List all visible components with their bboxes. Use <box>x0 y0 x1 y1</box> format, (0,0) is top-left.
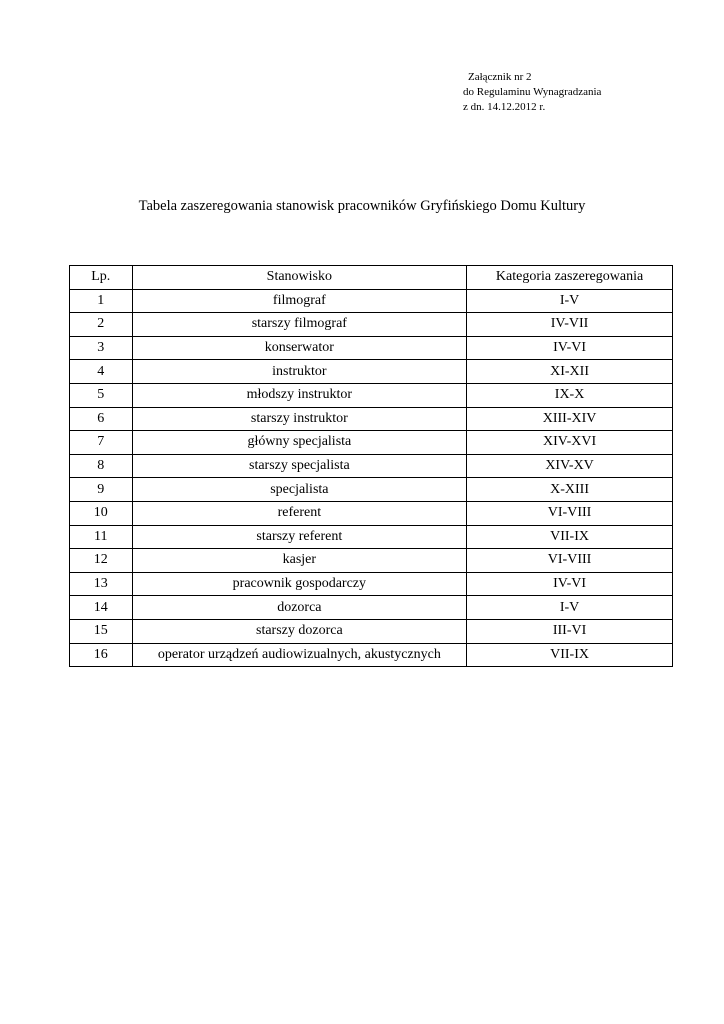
cell-lp: 13 <box>70 572 133 596</box>
cell-category: I-V <box>467 596 673 620</box>
cell-category: VII-IX <box>467 525 673 549</box>
cell-category: VI-VIII <box>467 501 673 525</box>
attachment-date: z dn. 14.12.2012 r. <box>463 101 546 113</box>
cell-lp: 8 <box>70 454 133 478</box>
table-row <box>70 289 673 313</box>
cell-lp: 5 <box>70 383 133 407</box>
cell-position: dozorca <box>132 596 467 620</box>
table-row <box>70 336 673 360</box>
header-position: Stanowisko <box>132 266 467 290</box>
table-row <box>70 313 673 337</box>
cell-category: IX-X <box>467 383 673 407</box>
cell-category: VI-VIII <box>467 549 673 573</box>
attachment-number: Załącznik nr 2 <box>468 71 532 83</box>
cell-category: XIV-XV <box>467 454 673 478</box>
cell-lp: 11 <box>70 525 133 549</box>
cell-lp: 3 <box>70 336 133 360</box>
cell-position: starszy specjalista <box>132 454 467 478</box>
table-row <box>70 572 673 596</box>
cell-lp: 12 <box>70 549 133 573</box>
cell-lp: 9 <box>70 478 133 502</box>
document-title: Tabela zaszeregowania stanowisk pracowników Gryfińskiego Domu Kultury <box>138 198 586 214</box>
cell-lp: 15 <box>70 619 133 643</box>
cell-category: IV-VI <box>467 336 673 360</box>
table-row <box>70 501 673 525</box>
table-row <box>70 643 673 667</box>
cell-lp: 7 <box>70 431 133 455</box>
cell-category: XIII-XIV <box>467 407 673 431</box>
cell-position: pracownik gospodarczy <box>132 572 467 596</box>
table-row <box>70 431 673 455</box>
table-row <box>70 619 673 643</box>
cell-category: IV-VII <box>467 313 673 337</box>
cell-position: konserwator <box>132 336 467 360</box>
cell-position: referent <box>132 501 467 525</box>
cell-position: kasjer <box>132 549 467 573</box>
table-row <box>70 454 673 478</box>
table-row <box>70 549 673 573</box>
table-row <box>70 596 673 620</box>
cell-lp: 10 <box>70 501 133 525</box>
cell-category: X-XIII <box>467 478 673 502</box>
cell-position: instruktor <box>132 360 467 384</box>
attachment-regulation: do Regulaminu Wynagradzania <box>463 86 602 98</box>
attachment-note <box>463 70 601 115</box>
cell-category: IV-VI <box>467 572 673 596</box>
cell-position: starszy referent <box>132 525 467 549</box>
cell-category: VII-IX <box>467 643 673 667</box>
table-row <box>70 407 673 431</box>
cell-lp: 1 <box>70 289 133 313</box>
header-lp: Lp. <box>70 266 133 290</box>
table-row <box>70 383 673 407</box>
cell-category: III-VI <box>467 619 673 643</box>
cell-lp: 2 <box>70 313 133 337</box>
cell-position: główny specjalista <box>132 431 467 455</box>
cell-lp: 14 <box>70 596 133 620</box>
cell-position: specjalista <box>132 478 467 502</box>
cell-lp: 4 <box>70 360 133 384</box>
header-category: Kategoria zaszeregowania <box>467 266 673 290</box>
table-row <box>70 360 673 384</box>
cell-lp: 16 <box>70 643 133 667</box>
cell-position: filmograf <box>132 289 467 313</box>
cell-position: starszy filmograf <box>132 313 467 337</box>
cell-category: I-V <box>467 289 673 313</box>
table-row <box>70 478 673 502</box>
table-header-row <box>70 266 673 290</box>
grade-table <box>69 265 673 667</box>
table-row <box>70 525 673 549</box>
cell-position: operator urządzeń audiowizualnych, akustycznych <box>132 643 467 667</box>
cell-position: młodszy instruktor <box>132 383 467 407</box>
cell-position: starszy instruktor <box>132 407 467 431</box>
cell-position: starszy dozorca <box>132 619 467 643</box>
cell-lp: 6 <box>70 407 133 431</box>
cell-category: XI-XII <box>467 360 673 384</box>
cell-category: XIV-XVI <box>467 431 673 455</box>
